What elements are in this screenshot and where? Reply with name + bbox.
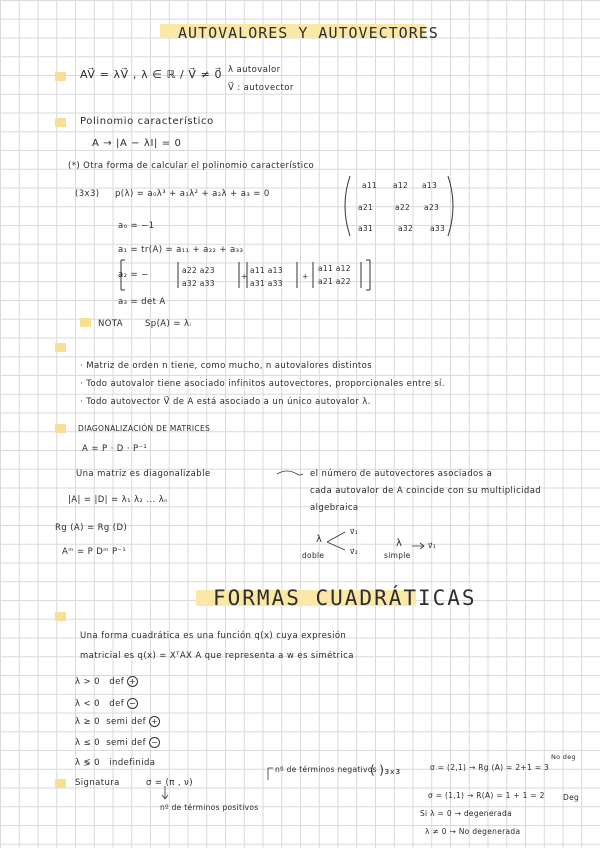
pos-terms: nº de términos positivos	[160, 803, 259, 812]
bullet-square	[80, 318, 91, 327]
def-cond: λ > 0	[75, 677, 100, 687]
plus-sign: +	[241, 272, 248, 281]
example-1-tag: No deg	[551, 753, 576, 761]
def-row	[75, 698, 138, 710]
bullet-square	[55, 779, 66, 788]
matrix-cell: a31	[358, 224, 374, 233]
simple-label: simple	[384, 551, 411, 560]
sign-circle-icon: −	[129, 699, 137, 708]
def-cond: λ ≥ 0	[75, 717, 100, 727]
poly-heading: Polinomio característico	[80, 116, 214, 127]
diag-condition-line3: algebraica	[310, 503, 359, 513]
vector-v1-simple: v⃗₁	[428, 541, 437, 550]
def-text: semi def	[106, 717, 147, 727]
vector-v1: v⃗₁	[350, 527, 359, 536]
def-text: semi def	[106, 738, 147, 748]
matrix-box: ( )₃ₓ₃	[370, 763, 401, 777]
bullet-text: · Todo autovector V⃗ de A está asociado a un único autovalor λ.	[80, 397, 371, 407]
def-text: def	[109, 677, 125, 687]
minor1-row1: a22 a23	[182, 266, 215, 275]
coef-a0: a₀ = −1	[118, 221, 155, 231]
lambda-symbol: λ	[316, 534, 323, 545]
matrix-cell: a12	[393, 181, 409, 190]
matrix-cell: a22	[395, 203, 411, 212]
diag-condition-a: Una matriz es diagonalizable	[76, 469, 211, 479]
bullet-square	[55, 424, 66, 433]
formas-line1: Una forma cuadrática es una función q(x) cuya expresión	[80, 631, 347, 641]
diag-heading: DIAGONALIZACIÓN DE MATRICES	[78, 424, 211, 433]
nota-text: Sp(A) = λᵢ	[145, 319, 192, 329]
formas-line2: matricial es q(x) = XᵀAX A que representa a w es simétrica	[80, 651, 354, 661]
plus-sign: +	[302, 272, 309, 281]
sigma-def: σ = (π , ν)	[146, 778, 193, 788]
diag-determinant: |A| = |D| = λ₁ λ₂ ... λₙ	[68, 495, 168, 505]
matrix-cell: a11	[362, 181, 378, 190]
nota-label: NOTA	[98, 319, 123, 329]
poly-other-form: (*) Otra forma de calcular el polinomio característico	[68, 161, 315, 171]
def-row	[75, 737, 160, 749]
example-2: σ = (1,1) → R(A) = 1 + 1 = 2	[428, 791, 545, 800]
def-row	[75, 676, 138, 688]
def-text: indefinida	[109, 758, 156, 768]
diag-power: Aᵐ = P Dᵐ P⁻¹	[62, 547, 127, 557]
vector-label: V⃗ : autovector	[228, 83, 294, 93]
diag-equation: A = P · D · P⁻¹	[82, 444, 148, 454]
coef-a2-prefix: a₂ = −	[118, 270, 149, 280]
poly-equation: A → |A − λI| = 0	[92, 138, 182, 149]
lambda-label: λ autovalor	[228, 65, 281, 75]
minor2-row2: a31 a33	[250, 279, 283, 288]
lambda-symbol: λ	[396, 538, 403, 549]
example-1: σ = (2,1) → Rg (A) = 2+1 = 3	[430, 763, 550, 772]
def-cond: λ < 0	[75, 699, 100, 709]
vector-v2: v⃗₂	[350, 547, 359, 556]
minor3-row2: a21 a22	[318, 277, 351, 286]
def-row	[75, 757, 155, 769]
doble-label: doble	[302, 551, 325, 560]
matrix-cell: a32	[398, 224, 414, 233]
page-title-autovalores: AUTOVALORES Y AUTOVECTORES	[178, 24, 439, 42]
bullet-text: · Todo autovalor tiene asociado infinitos autovectores, proporcionales entre sí.	[80, 379, 445, 389]
signatura-label: Signatura	[75, 778, 120, 788]
coef-a1: a₁ = tr(A) = a₁₁ + a₂₂ + a₃₃	[118, 245, 244, 255]
example-2-tag: Deg	[563, 793, 580, 802]
sign-circle-icon: +	[150, 717, 159, 726]
diag-rank: Rg (A) = Rg (D)	[55, 523, 128, 533]
matrix-cell: a23	[424, 203, 440, 212]
def-text: def	[109, 699, 125, 709]
diag-condition-line2: cada autovalor de A coincide con su multiplicidad	[310, 486, 542, 496]
minor3-row1: a11 a12	[318, 264, 351, 273]
matrix-cell: a13	[422, 181, 438, 190]
example-4: λ ≠ 0 → No degenerada	[425, 827, 521, 836]
def-cond: λ ≤ 0	[75, 738, 100, 748]
coef-a3: a₃ = det A	[118, 297, 166, 307]
bullet-square	[55, 612, 66, 621]
diag-condition-b: el número de autovectores asociados a	[310, 469, 493, 479]
def-cond: λ ≶ 0	[75, 758, 100, 768]
example-3: Si λ = 0 → degenerada	[420, 809, 512, 818]
poly-p-equation: p(λ) = a₀λ³ + a₁λ² + a₂λ + a₃ = 0	[115, 189, 270, 199]
def-row	[75, 716, 160, 728]
bullet-text: · Matriz de orden n tiene, como mucho, n autovalores distintos	[80, 361, 373, 371]
neg-terms: nº de términos negativos	[275, 765, 377, 774]
sign-circle-icon: −	[150, 738, 159, 747]
matrix-cell: a21	[358, 203, 374, 212]
sign-circle-icon: +	[129, 677, 137, 686]
minor1-row2: a32 a33	[182, 279, 215, 288]
minor2-row1: a11 a13	[250, 266, 283, 275]
definition-equation: AV⃗ = λV⃗ , λ ∈ ℝ / V⃗ ≠ 0⃗	[80, 68, 223, 81]
matrix-cell: a33	[430, 224, 446, 233]
poly-size: (3x3)	[75, 189, 100, 199]
page-title-formas: FORMAS CUADRÁTICAS	[213, 586, 477, 610]
bullet-square	[55, 343, 66, 352]
